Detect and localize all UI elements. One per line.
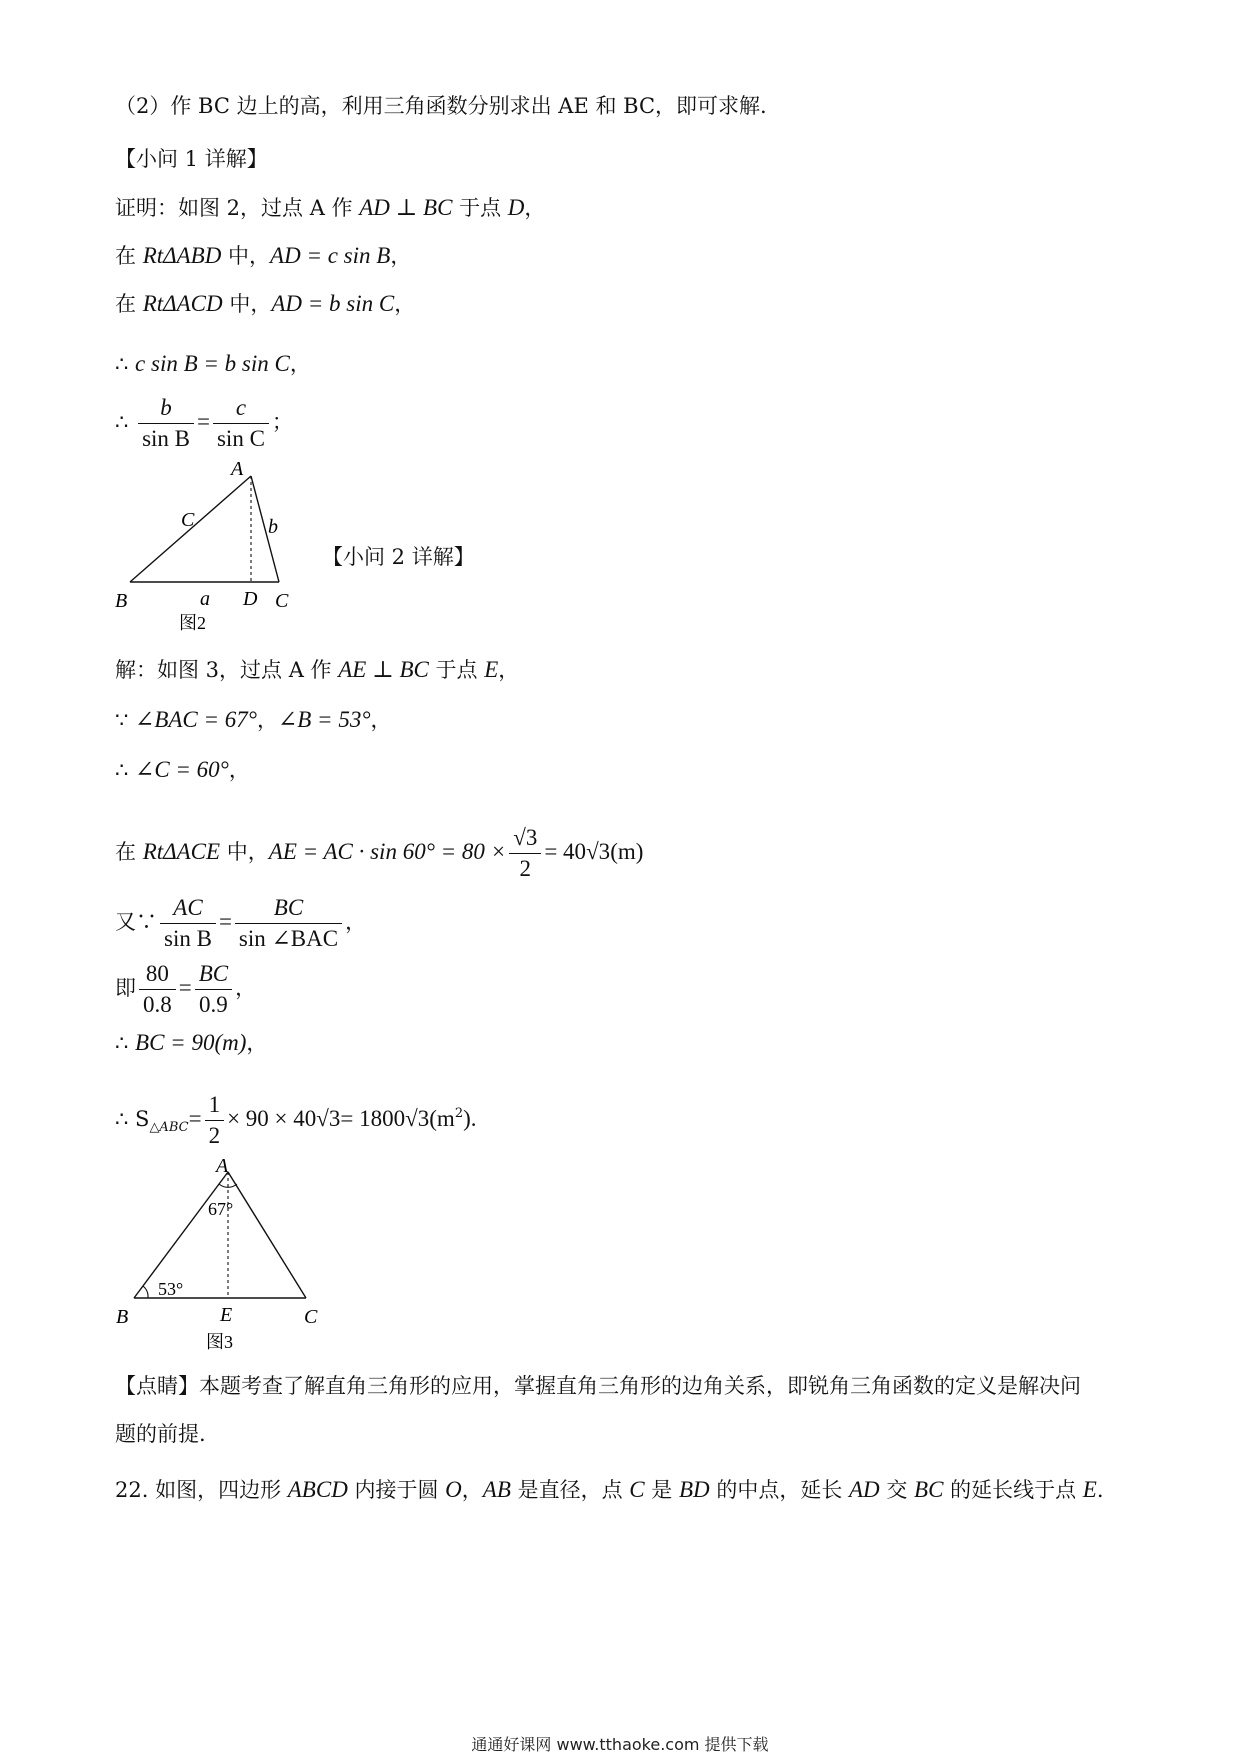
comment-text: 题的前提. — [115, 1422, 206, 1446]
text: 中， — [221, 244, 271, 268]
math: AD = c sin B — [270, 243, 391, 268]
math: ∠BAC = 67° — [135, 707, 257, 732]
text: ， — [390, 244, 412, 268]
text: ； — [271, 410, 293, 434]
denominator: sin ∠BAC — [238, 926, 339, 951]
label-side-c: C — [181, 509, 195, 531]
text: 又∵ — [115, 910, 157, 934]
math: AD — [849, 1477, 880, 1502]
text: ， — [498, 658, 520, 682]
proof-line-3 — [115, 290, 415, 318]
because: ∵ — [115, 708, 136, 732]
figure-3-triangle — [110, 1158, 330, 1358]
numerator: c — [213, 393, 269, 424]
text: 在 — [115, 840, 143, 864]
numerator: √3 — [509, 823, 541, 854]
sqrt: √3 — [586, 839, 611, 864]
subscript: △ABC — [149, 1120, 189, 1135]
math: = 40 — [544, 839, 587, 864]
sqrt: √3 — [316, 1106, 341, 1131]
therefore: ∴ — [115, 758, 136, 782]
sqrt: √3 — [405, 1106, 430, 1131]
text: 22. 如图，四边形 — [115, 1478, 288, 1502]
text: 证明：如图 2，过点 A 作 — [115, 196, 360, 220]
text: ， — [228, 758, 250, 782]
proof-line-1 — [115, 194, 545, 222]
text: 交 — [879, 1478, 915, 1502]
solution-line-2 — [115, 706, 392, 734]
solution-line-3 — [115, 756, 250, 784]
text: 于点 — [452, 196, 508, 220]
equals: = — [188, 1106, 202, 1131]
fraction — [205, 1090, 225, 1151]
angle-a-label: 67° — [208, 1199, 234, 1219]
figure-2-caption: 图2 — [179, 613, 206, 633]
math: D — [507, 195, 525, 220]
numerator: BC — [235, 893, 342, 924]
math-arc: BD — [678, 1477, 710, 1502]
text: ， — [289, 352, 311, 376]
denominator: 0.8 — [143, 992, 172, 1017]
math: × 90 × 40 — [227, 1106, 317, 1131]
denominator: sin B — [164, 926, 212, 951]
math: E — [484, 657, 499, 682]
math: = 1800 — [340, 1106, 406, 1131]
text: ， — [394, 292, 416, 316]
unit: (m — [429, 1106, 455, 1131]
equals: = — [197, 409, 210, 434]
math: ∠B = 53° — [277, 707, 371, 732]
math: AD = b sin C — [271, 291, 395, 316]
heading-text: 【小问 2 详解】 — [322, 545, 475, 569]
text: 即 — [115, 976, 136, 1000]
question-22 — [115, 1476, 1104, 1504]
math: AD ⊥ BC — [359, 195, 453, 220]
math: RtΔACE — [142, 839, 221, 864]
equals: = — [178, 975, 192, 1000]
hint-text: （2）作 BC 边上的高，利用三角函数分别求出 AE 和 BC，即可求解. — [115, 94, 767, 118]
therefore: ∴ — [115, 410, 129, 434]
denominator: sin B — [142, 426, 190, 451]
text: ， — [524, 196, 546, 220]
comment-text: 【点睛】本题考查了解直角三角形的应用，掌握直角三角形的边角关系，即锐角三角函数的定义是解决问 — [115, 1374, 1081, 1398]
fraction — [195, 959, 232, 1020]
math: RtΔABD — [142, 243, 222, 268]
numerator: AC — [160, 893, 216, 924]
math: AB — [482, 1477, 511, 1502]
fraction — [139, 959, 176, 1020]
section-heading-q2 — [322, 543, 475, 571]
figure-3-caption: 图3 — [206, 1332, 233, 1352]
text: 在 — [115, 292, 143, 316]
section-heading-q1 — [115, 145, 268, 173]
text: ， — [256, 708, 278, 732]
math: BC = 90(m) — [135, 1030, 247, 1055]
text: 是 — [644, 1478, 679, 1502]
text: 中， — [222, 292, 272, 316]
proof-line-5 — [115, 393, 293, 454]
math: E — [1082, 1477, 1097, 1502]
math: ∴ S — [115, 1107, 150, 1131]
text: ∴ — [115, 352, 136, 376]
solution-line-7 — [115, 1029, 267, 1057]
unit: ). — [463, 1106, 477, 1131]
fraction — [138, 393, 194, 454]
label-side-b: b — [268, 516, 278, 538]
label-a-vertex: A — [231, 458, 244, 480]
text: 于点 — [428, 658, 485, 682]
math: C — [629, 1477, 645, 1502]
label-b-vertex: B — [115, 590, 128, 612]
solution-line-1 — [115, 656, 519, 684]
math: ∠C = 60° — [135, 757, 229, 782]
text: 的中点，延长 — [709, 1478, 849, 1502]
numerator: 80 — [139, 959, 176, 990]
label-c-vertex: C — [304, 1306, 318, 1328]
label-b-vertex: B — [116, 1306, 129, 1328]
text: 的延长线于点 — [943, 1478, 1083, 1502]
equals: = — [218, 909, 232, 934]
math: c sin B = b sin C — [135, 351, 290, 376]
denominator: sin C — [216, 426, 265, 451]
math: AE = AC · sin 60° = 80 × — [268, 839, 507, 864]
numerator: b — [138, 393, 194, 424]
comment-line-1 — [115, 1372, 1081, 1400]
solution-line-6 — [115, 959, 256, 1020]
math: O — [445, 1477, 462, 1502]
math: AE ⊥ BC — [338, 657, 429, 682]
unit: (m) — [610, 839, 644, 864]
angle-arc-b — [143, 1286, 148, 1298]
solution-line-4 — [115, 823, 643, 884]
hint-line — [115, 92, 767, 120]
text: ， — [461, 1478, 483, 1502]
math: RtΔACD — [142, 291, 223, 316]
heading-text: 【小问 1 详解】 — [115, 147, 268, 171]
fraction — [213, 393, 269, 454]
text: ， — [235, 976, 257, 1000]
text: 是直径，点 — [510, 1478, 630, 1502]
math: BC — [914, 1477, 944, 1502]
text: ， — [246, 1031, 268, 1055]
fraction — [509, 823, 541, 884]
text: . — [1096, 1478, 1104, 1502]
text: 中， — [220, 840, 269, 864]
solution-line-8 — [115, 1090, 477, 1151]
proof-line-4 — [115, 350, 311, 378]
comment-line-2 — [115, 1420, 206, 1448]
proof-line-2 — [115, 242, 411, 270]
text: ， — [345, 910, 367, 934]
superscript: 2 — [454, 1106, 464, 1121]
numerator: 1 — [205, 1090, 225, 1121]
fraction — [160, 893, 216, 954]
therefore: ∴ — [115, 1031, 136, 1055]
numerator: BC — [195, 959, 232, 990]
label-c-vertex: C — [275, 590, 289, 612]
text: ， — [370, 708, 392, 732]
solution-line-5 — [115, 893, 366, 954]
text: 内接于圆 — [347, 1478, 446, 1502]
denominator: 2 — [208, 1123, 221, 1148]
label-d-foot: D — [243, 588, 258, 610]
denominator: 2 — [519, 856, 532, 881]
text: 解：如图 3，过点 A 作 — [115, 658, 339, 682]
text: 在 — [115, 244, 143, 268]
page-footer: 通通好课网 www.tthaoke.com 提供下载 — [471, 1735, 769, 1754]
label-e-foot: E — [220, 1304, 233, 1326]
label-a-vertex: A — [216, 1158, 229, 1177]
math: ABCD — [287, 1477, 348, 1502]
angle-b-label: 53° — [158, 1279, 184, 1299]
figure-2-triangle — [115, 455, 315, 635]
label-side-a: a — [200, 588, 210, 610]
denominator: 0.9 — [199, 992, 228, 1017]
fraction — [235, 893, 342, 954]
